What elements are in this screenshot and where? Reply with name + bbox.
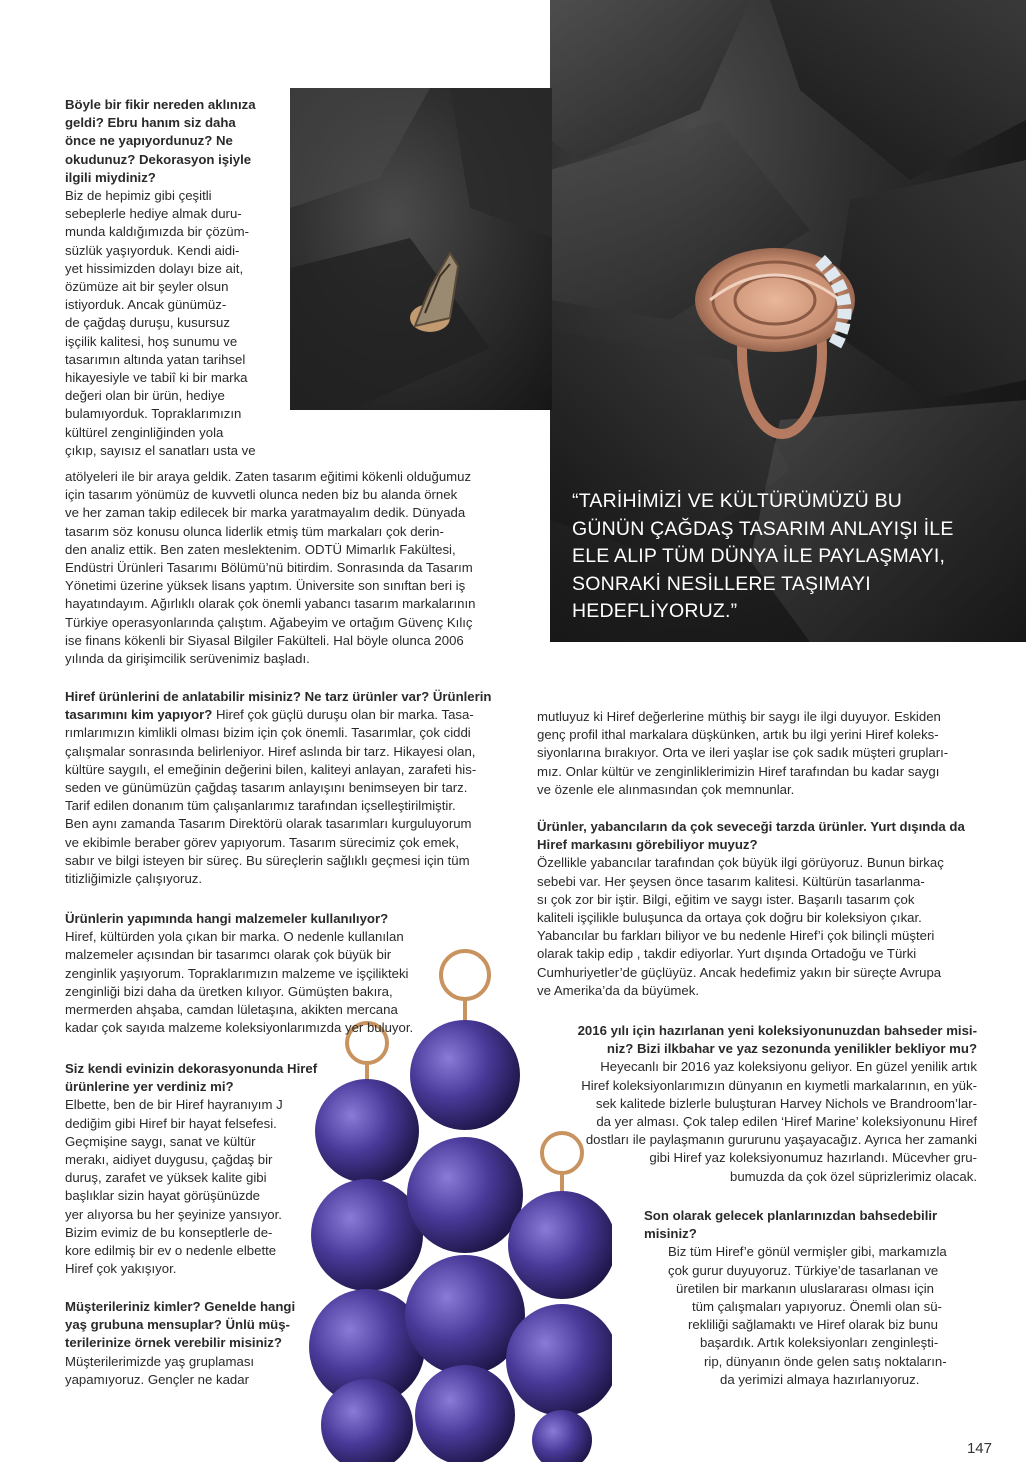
text-line: seden ve günümüzün çağdaş tasarım anlayışını benimseyen bir tarz. (65, 780, 468, 796)
text-line: Yabancılar bu farkları biliyor ve bu nedenle Hiref’i çok bilinçli müşteri (537, 928, 935, 944)
text-line: ve her zaman takip edilecek bir marka yaratmayalım dedik. Dünyada (65, 505, 466, 521)
text-line: Müşterilerimizde yaş gruplaması (65, 1353, 255, 1369)
text-line: Ürünler, yabancıların da çok seveceği tarzda ürünler. Yurt dışında da (537, 819, 965, 834)
text-line: da yerimizi almaya hazırlanıyoruz. (720, 1371, 920, 1387)
text-line: çok gurur duyuyoruz. Türkiye’de tasarlanan ve (668, 1262, 939, 1278)
text-line: atölyeleri ile bir araya geldik. Zaten tasarım eğitimi kökenli olduğumuz (65, 469, 472, 484)
text-line: Biz tüm Hiref’e gönül vermişler gibi, markamızla (668, 1244, 947, 1260)
text-line: sebebi var. Her şeysen önce tasarım kalitesi. Kültürün tasarlanma- (537, 873, 925, 889)
text-line: ilgili miydiniz? (65, 169, 156, 185)
text-line: genç profil ithal markalara düşkünken, artık bu ilgi yerini Hiref koleks- (537, 727, 939, 743)
text-line: Hiref koleksiyonlarımızın dünyanın en kıymetli markalarının, en yük- (581, 1077, 977, 1093)
text-line: mermerden ahşaba, camdan lületaşına, akikten mercana (65, 1002, 398, 1018)
text-line: tasarım söz konusu olunca liderlik etmiş tüm markaları çok derin- (65, 523, 444, 539)
text-line: Türkiye operasyonlarında çalıştım. Ağabeyim ve ortağım Güvenç Kılıç (65, 614, 473, 630)
text-line: için tasarım yönümüz de kuvvetli olunca neden biz bu alanda örnek (65, 487, 458, 503)
text-line: dediğim gibi Hiref bir hayat felsefesi. (65, 1115, 277, 1131)
section-products (65, 688, 535, 888)
text-line: sı çok zor bir iştir. Bilgi, eğitim ve saygı ister. Başarılı tasarım çok (537, 891, 915, 907)
text-line: duruş, zarafet ve yüksek kalite gibi (65, 1170, 267, 1186)
text-line: Özellikle yabancılar tarafından çok büyük ilgi görüyoruz. Bunun birkaç (537, 855, 944, 871)
text-line: sebeplerle hediye almak duru- (65, 206, 242, 222)
text-line: yapamıyoruz. Gençler ne kadar (65, 1371, 249, 1387)
text-line: tasarımın altında yatan tarihsel (65, 351, 246, 367)
text-line: sek kalitede bizlerle buluşturan Harvey Nichols ve Brandroom’lar- (595, 1095, 977, 1111)
text-line: Elbette, ben de bir Hiref hayranıyım J (65, 1097, 283, 1113)
right-future-plans (600, 1207, 947, 1389)
text-line: de çağdaş duruşu, kusursuz (65, 315, 230, 331)
text-line: Bizim evimiz de bu konseptlerle de- (65, 1224, 273, 1240)
text-line: bulamıyorduk. Topraklarımızın (65, 406, 242, 422)
right-abroad (537, 818, 977, 1000)
text-line: ve ekibimle beraber görev yapıyorum. Tasarım sürecimiz çok emek, (65, 834, 460, 850)
text-line: özümüze ait bir şeyler olsun (65, 279, 229, 295)
text-line: kaliteli işçilikle buluşunca da ortaya çok doğru bir koleksiyon çıkar. (537, 910, 922, 926)
text-line (65, 706, 535, 724)
text-line: siyonlarına bırakıyor. Orta ve ileri yaşlar ise çok sadık müşteri grupları- (537, 745, 949, 761)
text-line: Geçmişine saygı, sanat ve kültür (65, 1133, 256, 1149)
text-line: ve Amerika’da da büyümek. (537, 982, 699, 998)
text-line: çalışmalar sonrasında belirleniyor. Hiref aslında bir tarz. Hikayesi olan, (65, 743, 476, 759)
text-line: değeri olan bir ürün, hediye (65, 388, 225, 404)
text-line: titizliğimizle çalışıyoruz. (65, 871, 203, 887)
text-line: Son olarak gelecek planlarınızdan bahsedebilir (644, 1208, 938, 1223)
text-line: Cumhuriyetler’de güçlüyüz. Ancak hedefimiz yakın bir süreçte Avrupa (537, 964, 942, 980)
text-line: dostları ile paylaşmanın gururunu yaşayacağız. Ayrıca her zamanki (585, 1132, 977, 1148)
text-line: başlıklar sizin hayat görüşünüzde (65, 1188, 260, 1204)
text-line: süzlük yaşıyorduk. Kendi aidi- (65, 242, 240, 258)
text-line: bumuzda da çok özel süprizlerimiz olacak. (729, 1168, 977, 1184)
text-line: mız. Onlar kültür ve zenginliklerimizin Hiref tarafından bu kadar saygı (537, 763, 940, 779)
pull-quote: “TARİHİMİZİ VE KÜLTÜRÜMÜZÜ BU GÜNÜN ÇAĞDAŞ TASARIM ANLAYIŞI İLE ELE ALIP TÜM DÜNYA İLE PAYLAŞMAYI, SONRAKİ NESİLLERE TAŞIMAYI HEDEFLİYORUZ.” (572, 490, 954, 622)
text-line: yer alıyorsa bu her şeyinize yansıyor. (65, 1206, 282, 1222)
text-line: Böyle bir fikir nereden aklınıza (65, 97, 256, 112)
text-line: üretilen bir markanın uluslararası olması için (676, 1280, 934, 1296)
text-line: den analiz ettik. Ben zaten meslektenim. ODTÜ Mimarlık Fakültesi, (65, 541, 456, 557)
text-line: da yer alması. Çok talep edilen ‘Hiref Marine’ koleksiyonunu Hiref (596, 1114, 977, 1130)
text-line: ise finans kökenli bir Siyasal Bilgiler Fakülteli. Hal böyle olunca 2006 (65, 632, 464, 648)
intro-text-narrow (65, 96, 285, 460)
text-line: niz? Bizi ilkbahar ve yaz sezonunda yenilikler bekliyor mu? (606, 1041, 977, 1057)
text-line: Hiref ürünlerini de anlatabilir misiniz? Ne tarz ürünler var? Ürünlerin (65, 689, 492, 704)
text-line: geldi? Ebru hanım siz daha (65, 115, 236, 131)
section-customers (65, 1298, 315, 1389)
long-ring-photo (290, 88, 552, 410)
text-line: kültüre saygılı, el emeğinin değerini bilen, kaliteyi anlayan, zarafeti his- (65, 761, 477, 777)
text-line: gibi Hiref yaz koleksiyonumuz hazırlandı. Mücevher gru- (649, 1150, 977, 1166)
text-line: merakı, aidiyet duygusu, çağdaş bir (65, 1152, 273, 1168)
text-line: munda kaldığımızda bir çözüm- (65, 224, 249, 240)
text-line: işçilik kalitesi, hoş sunumu ve (65, 333, 238, 349)
text-line: zenginliği bizi daha da üretken kılıyor. Gümüşten bakıra, (65, 983, 393, 999)
intro-text-wide (65, 468, 535, 668)
text-line: rip, dünyanın önde gelen satış noktaların- (704, 1353, 947, 1369)
text-line: zenginlik yaşıyorum. Topraklarımızın malzeme ve işçilikteki (65, 965, 409, 981)
text-line: Hiref çok yakışıyor. (65, 1261, 177, 1277)
text-line: yaş grubuna mensuplar? Ünlü müş- (65, 1317, 290, 1333)
text-line: Tarif edilen donanım tüm çalışanlarımız tarafından içselleştirilmiştir. (65, 798, 456, 814)
text-line: Siz kendi evinizin dekorasyonunda Hiref (65, 1061, 318, 1076)
text-line: Hiref markasını görebiliyor muyuz? (537, 837, 758, 853)
text-line: sabır ve bilgi isteyen bir süreç. Bu süreçlerin sağlıklı geçmesi için tüm (65, 852, 470, 868)
section-home-decor (65, 1060, 318, 1278)
page-number: 147 (966, 1440, 992, 1457)
text-line: istiyorduk. Ancak günümüz- (65, 297, 227, 313)
text-line: Biz de hepimiz gibi çeşitli (65, 188, 212, 204)
text-line: 2016 yılı için hazırlanan yeni koleksiyonunuzdan bahseder misi- (577, 1023, 977, 1038)
text-line: Heyecanlı bir 2016 yaz koleksiyonu geliyor. En güzel yenilik artık (600, 1059, 977, 1075)
text-line: kore edilmiş bir ev o nedenle elbette (65, 1243, 277, 1259)
text-line: Hiref, kültürden yola çıkan bir marka. O nedenle kullanılan (65, 929, 404, 945)
text-line: misiniz? (644, 1226, 697, 1242)
question-text: tasarımını kim yapıyor? (65, 707, 213, 723)
answer-text: Hiref çok güçlü duruşu olan bir marka. Tasa- (212, 707, 474, 723)
text-line: rekliliği sağlamaktı ve Hiref olarak biz bunu (688, 1317, 938, 1333)
text-line: Yönetimi üzerine yüksek lisans yaptım. Üniversite son sınıftan beri iş (65, 578, 466, 594)
text-line: yılında da girişimcilik serüvenimiz başladı. (65, 651, 310, 667)
long-ring-photo-art (290, 88, 552, 410)
text-line: Ürünlerin yapımında hangi malzemeler kullanılıyor? (65, 911, 389, 926)
text-line: terilerinize örnek verebilir misiniz? (65, 1335, 282, 1351)
text-line: okudunuz? Dekorasyon işiyle (65, 151, 252, 167)
text-line: olarak takip edip , takdir ediyorlar. Yurt dışında Ortadoğu ve Türki (537, 946, 917, 962)
text-line: başardık. Artık koleksiyonları zenginleşti- (700, 1335, 939, 1351)
section-materials (65, 910, 535, 1037)
text-line: Ben aynı zamanda Tasarım Direktörü olarak tasarımları kurguluyorum (65, 816, 472, 832)
text-line: hayatındayım. Ağırlıklı olarak çok önemli yabancı tasarım markalarının (65, 596, 476, 612)
text-line: çıkıp, sayısız el sanatları usta ve (65, 442, 256, 458)
text-line: tüm çalışmaları yapıyoruz. Önemli olan sü- (692, 1299, 942, 1315)
text-line: malzemeler açısından bir tasarımcı olarak çok büyük bir (65, 947, 392, 963)
text-line: rımlarımızın kimlikli olması bizim için çok önemli. Tasarımlar, çok ciddi (65, 725, 471, 741)
right-customers-cont (537, 708, 977, 799)
text-line: Endüstri Ürünleri Tasarımı Bölümü’nü bitirdim. Sonrasında da Tasarım (65, 560, 473, 576)
text-line: yet hissimizden dolayı bize ait, (65, 260, 244, 276)
right-2016-collection (537, 1022, 981, 1186)
text-line: mutluyuz ki Hiref değerlerine müthiş bir saygı ile ilgi duyuyor. Eskiden (537, 709, 941, 724)
text-line: kadar çok sayıda malzeme koleksiyonlarımızda yer buluyor. (65, 1020, 414, 1036)
text-line: kültürel zenginliğinden yola (65, 424, 224, 440)
text-line: ürünlerine yer verdiniz mi? (65, 1079, 234, 1095)
text-line: Müşterileriniz kimler? Genelde hangi (65, 1299, 296, 1314)
text-line: hikayesiyle ve tabiî ki bir marka (65, 370, 248, 386)
text-line: önce ne yapıyordunuz? Ne (65, 133, 233, 149)
text-line: ve özenle ele alınmasından çok memnunlar. (537, 781, 795, 797)
